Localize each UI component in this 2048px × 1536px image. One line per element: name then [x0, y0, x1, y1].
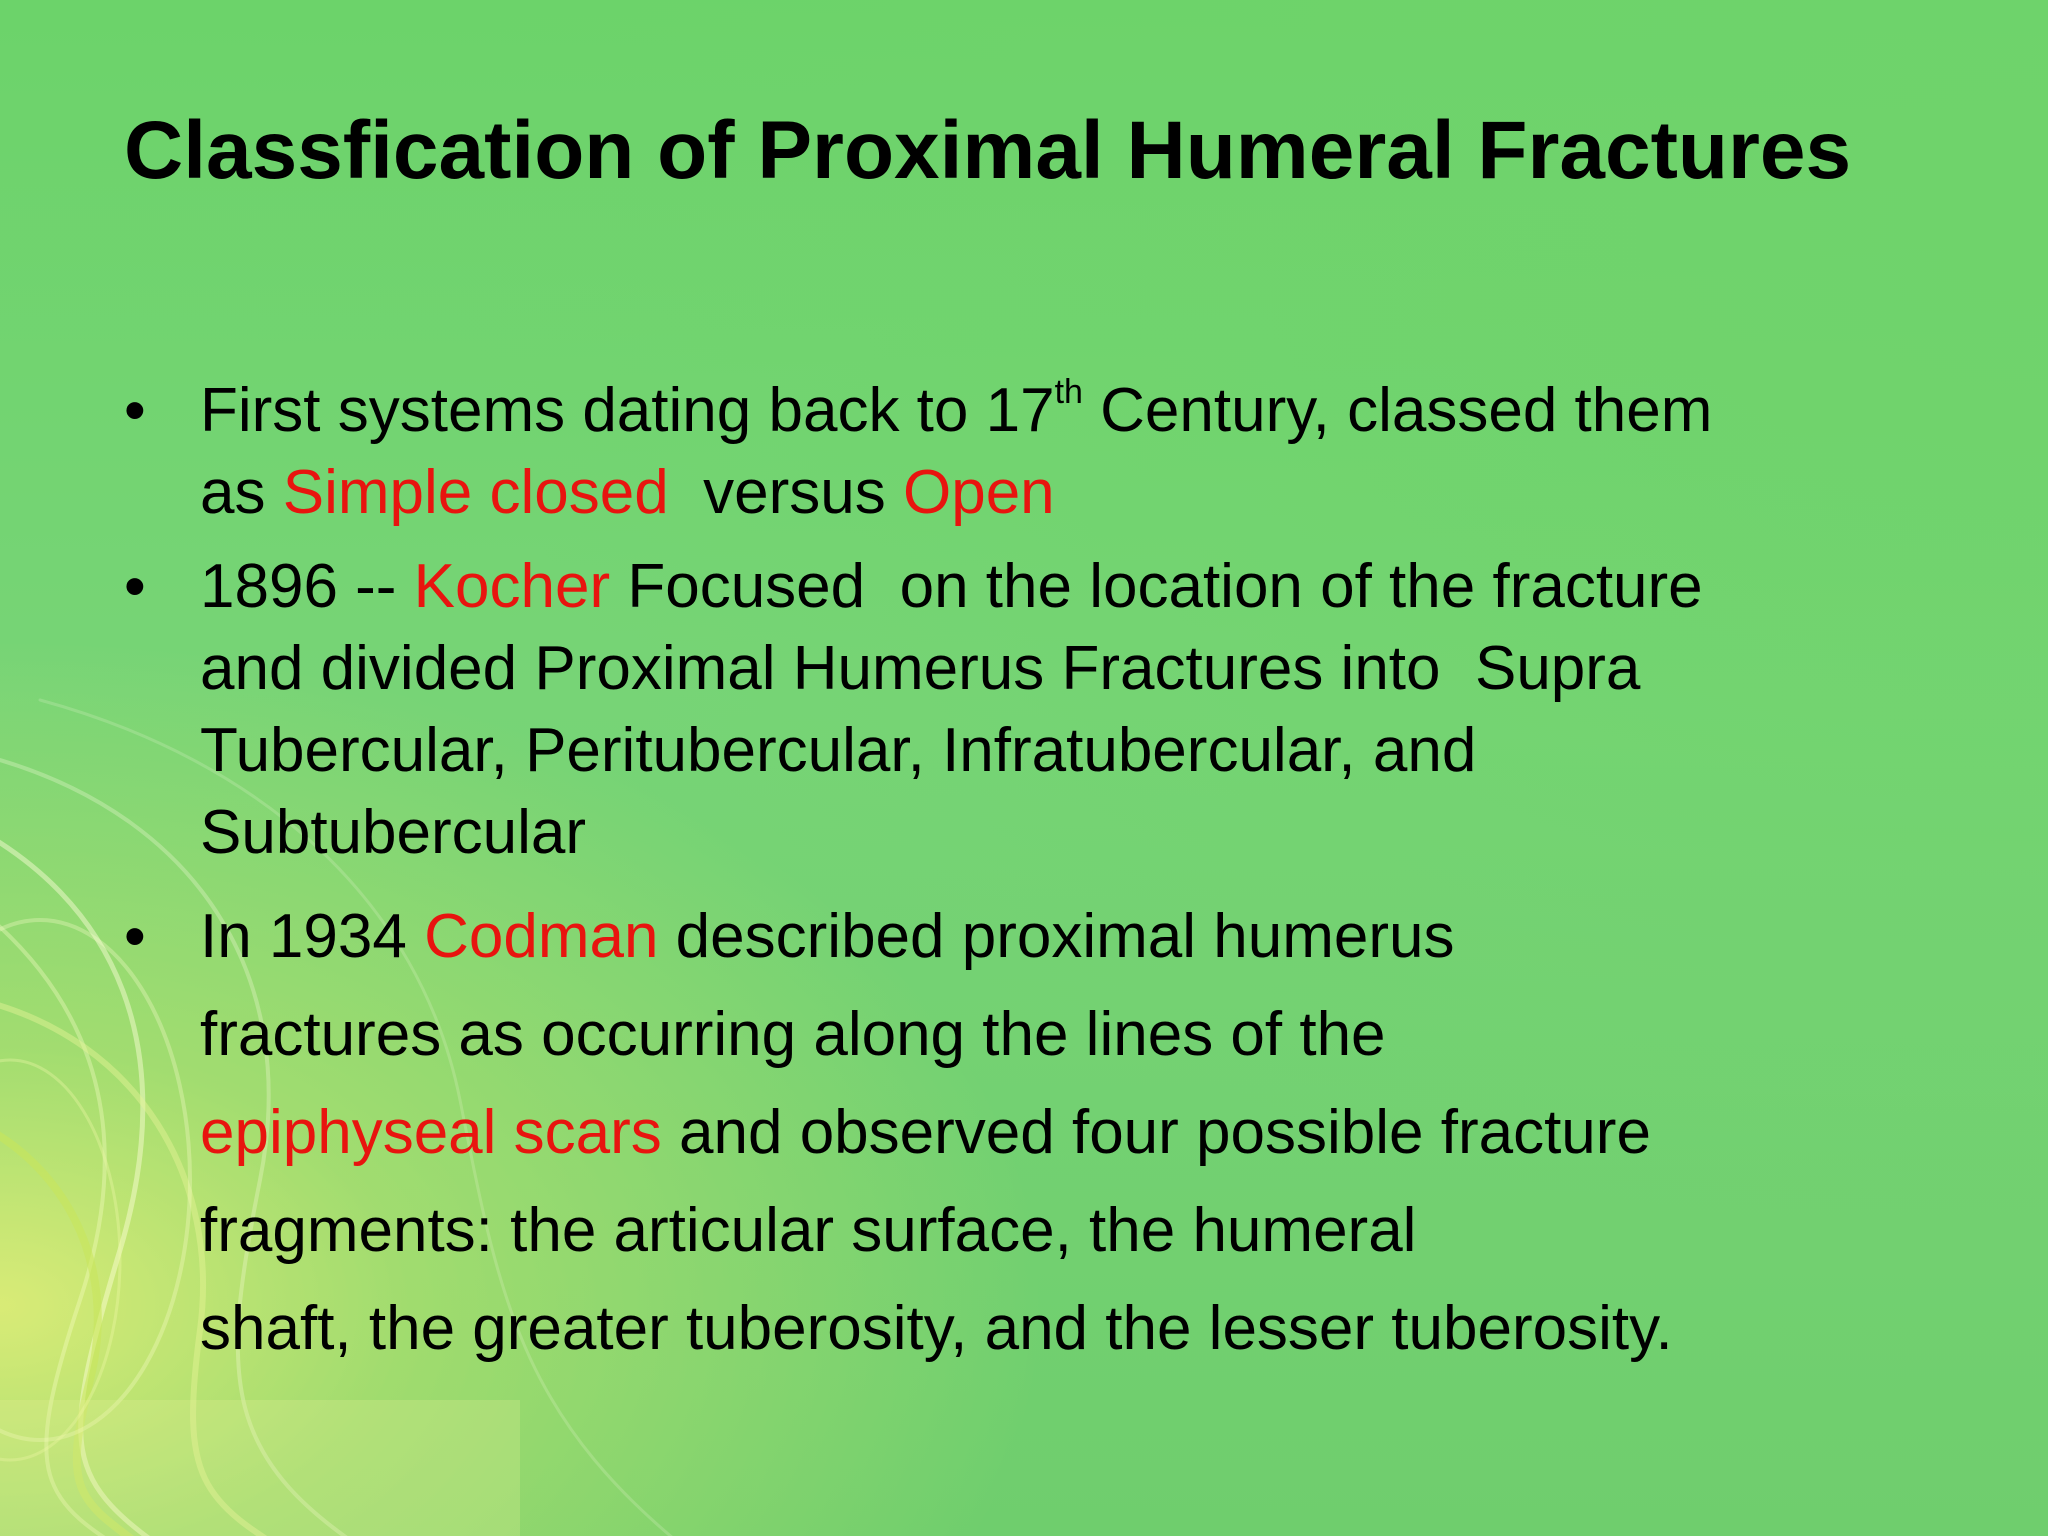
bullet-line	[200, 370, 1984, 452]
bullet-text: as	[200, 458, 283, 527]
bullet-line	[200, 1084, 1984, 1182]
highlight-term: epiphyseal scars	[200, 1098, 662, 1167]
bullet-text: Focused on the location of the fracture	[610, 552, 1703, 621]
bullet-line: and divided Proximal Humerus Fractures into Supra	[200, 634, 1641, 703]
slide-title: Classfication of Proximal Humeral Fractures	[124, 105, 1852, 196]
bullet-line: Tubercular, Peritubercular, Infratubercular, and	[200, 716, 1477, 785]
bullet-text: 1896 --	[200, 552, 414, 621]
bullet-marker: •	[124, 376, 146, 445]
bottom-glow	[0, 1400, 520, 1536]
bullet-text: and observed four possible fracture	[661, 1098, 1651, 1167]
bullet-line	[200, 888, 1984, 986]
highlight-term: Codman	[424, 902, 659, 971]
bullet-line	[200, 546, 1984, 628]
bullet-line: shaft, the greater tuberosity, and the lesser tuberosity.	[200, 1294, 1673, 1363]
bullet-item	[124, 888, 1984, 1378]
swirl-line	[0, 880, 140, 1536]
bullet-item	[124, 370, 1984, 534]
highlight-term: Simple closed	[282, 458, 669, 527]
bullet-line: fragments: the articular surface, the humeral	[200, 1196, 1417, 1265]
bullet-line: fractures as occurring along the lines of the	[200, 1000, 1386, 1069]
bullet-line	[200, 452, 1984, 534]
highlight-term: Kocher	[413, 552, 611, 621]
bullet-text: Century, classed them	[1082, 376, 1713, 445]
bullet-text: In 1934	[200, 902, 425, 971]
bullet-line: Subtubercular	[200, 798, 587, 867]
swirl-ring	[0, 1060, 120, 1460]
bullet-text: First systems dating back to 17	[200, 376, 1055, 445]
bullet-marker: •	[124, 552, 146, 621]
highlight-term: Open	[902, 458, 1055, 527]
bullet-item	[124, 546, 1984, 874]
bullet-marker: •	[124, 902, 146, 971]
bullet-list	[124, 370, 1984, 1378]
bullet-text: described proximal humerus	[658, 902, 1455, 971]
superscript: th	[1054, 373, 1083, 411]
bullet-text: versus	[668, 458, 903, 527]
